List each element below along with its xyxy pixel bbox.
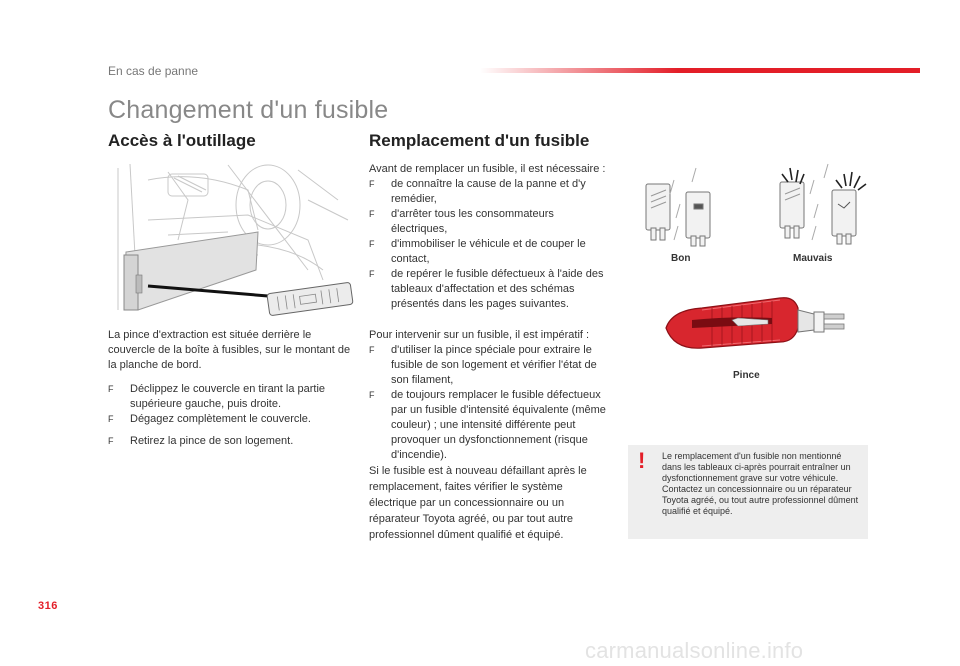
section-label: En cas de panne (108, 64, 199, 78)
bullet-icon: F (369, 269, 375, 279)
dashboard-fuse-cover-illustration (108, 160, 356, 318)
bad-fuse-label: Mauvais (793, 253, 833, 264)
bullet-icon: F (369, 239, 375, 249)
fuse-comparison-illustration (640, 160, 870, 252)
right-intro: Avant de remplacer un fusible, il est nécessaire : (369, 163, 606, 175)
list-item: F d'arrêter tous les consommateurs électriques, (369, 208, 554, 235)
left-intro: La pince d'extraction est située derrière le couvercle de la boîte à fusibles, sur le montant de la planche de bord. (108, 329, 351, 371)
good-fuse-label: Bon (671, 253, 691, 264)
page-number: 316 (38, 600, 58, 612)
pliers-icon (662, 290, 868, 360)
right-intro-2: Pour intervenir sur un fusible, il est impératif : (369, 329, 590, 341)
list-item: F d'utiliser la pince spéciale pour extraire le fusible de son logement et vérifier l'état de son filament, (369, 344, 597, 386)
list-item: F Déclippez le couvercle en tirant la partie supérieure gauche, puis droite. (108, 383, 326, 410)
left-steps-a (108, 382, 354, 427)
page-title: Changement d'un fusible (108, 96, 389, 124)
list-item: F Retirez la pince de son logement. (108, 435, 294, 447)
list-item: F Dégagez complètement le couvercle. (108, 413, 311, 425)
list-item: F de toujours remplacer le fusible défectueux par un fusible d'intensité équivalente (même couleur) ; une intensité différente peut provoquer un dysfonctionnement (risque d'incendie). (369, 389, 606, 461)
right-closing: Si le fusible est à nouveau défaillant après le remplacement, faites vérifier le système électrique par un concessionnaire ou un réparateur Toyota agréé, ou par tout autre professionnel dûment qualifié et équipé. (369, 465, 587, 541)
bullet-icon: F (369, 209, 375, 219)
bad-fuse-icon (780, 182, 856, 244)
right-instructions-1 (369, 162, 613, 312)
bullet-icon: F (108, 384, 114, 394)
warning-text: Le remplacement d'un fusible non mentionné dans les tableaux ci-après pourrait entraîner un dysfonctionnement grave sur votre véhicule. Contactez un concessionnaire ou un réparateur Toyota agréé, ou tout autre professionnel dûment qualifié et équipé. (662, 451, 859, 516)
header-accent-bar (480, 68, 920, 73)
list-item: F de connaître la cause de la panne et d'y remédier, (369, 178, 586, 205)
bullet-icon: F (108, 436, 114, 446)
right-heading: Remplacement d'un fusible (369, 131, 590, 150)
bullet-icon: F (369, 179, 375, 189)
good-fuse-icon (646, 184, 710, 246)
bullet-icon: F (369, 390, 375, 400)
bullet-icon: F (108, 414, 114, 424)
left-heading: Accès à l'outillage (108, 131, 256, 150)
list-item: F de repérer le fusible défectueux à l'aide des tableaux d'affectation et des schémas présentés dans les pages suivantes. (369, 268, 604, 310)
pliers-label: Pince (733, 370, 760, 381)
list-item: F d'immobiliser le véhicule et de couper le contact, (369, 238, 586, 265)
watermark: carmanualsonline.info (585, 638, 804, 663)
warning-icon: ! (638, 448, 646, 473)
bullet-icon: F (369, 345, 375, 355)
left-steps-b (108, 434, 354, 449)
right-instructions-2 (369, 328, 613, 543)
